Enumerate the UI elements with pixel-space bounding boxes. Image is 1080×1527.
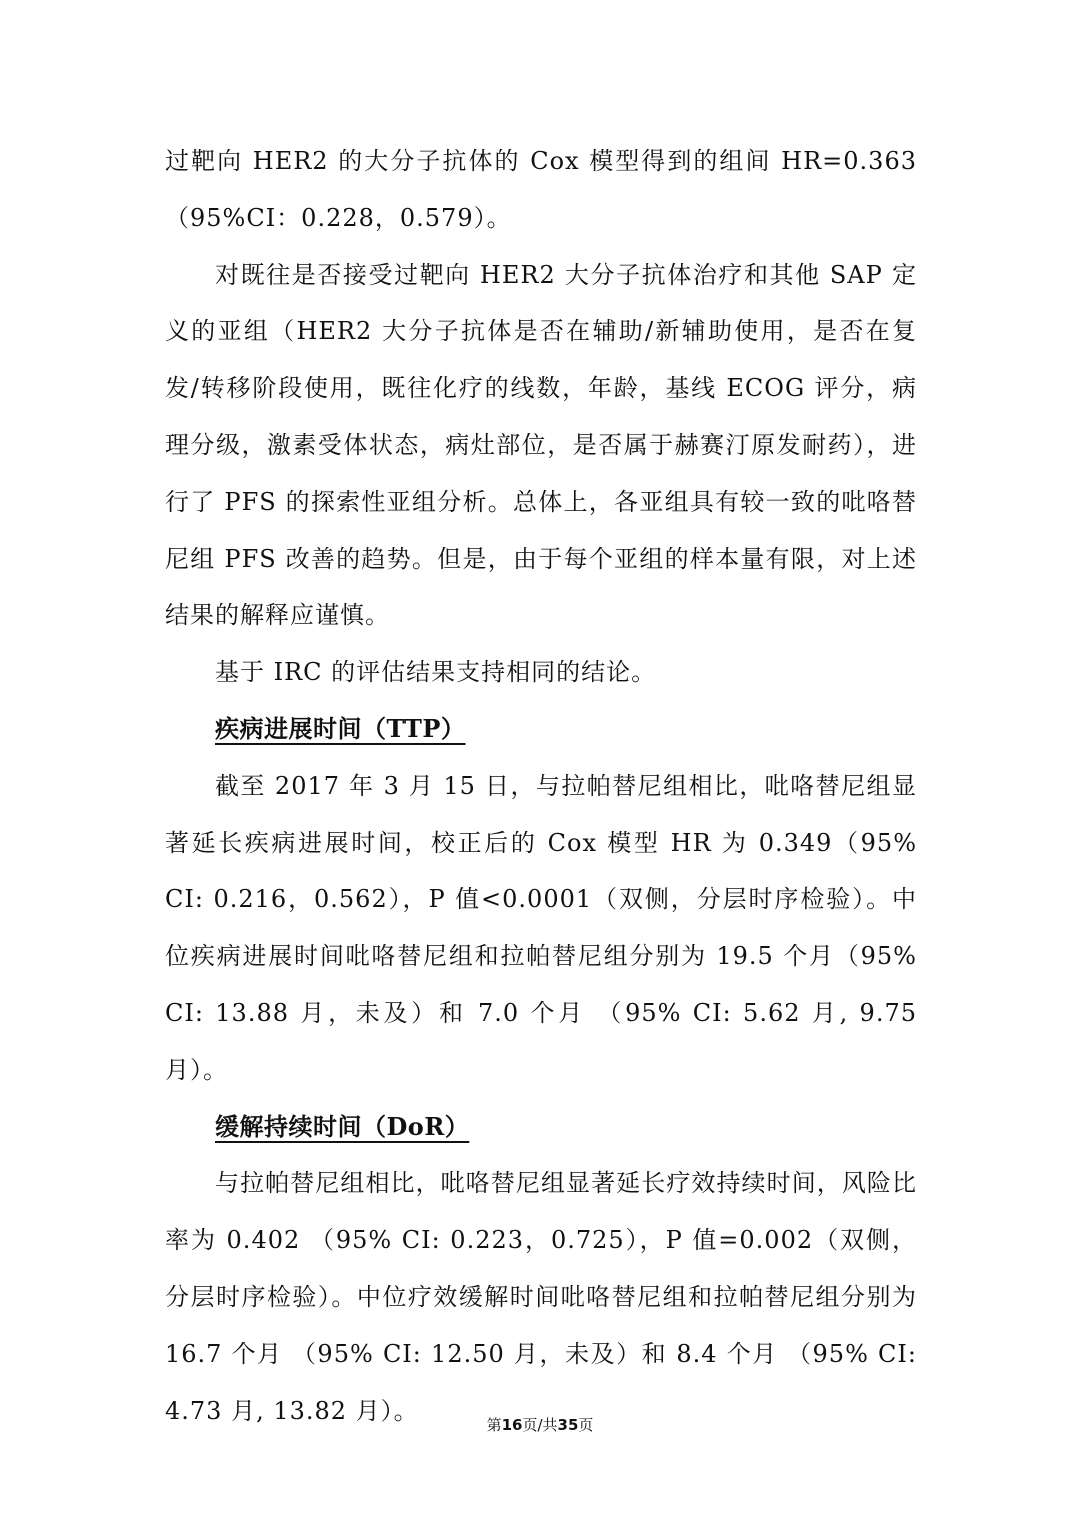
footer-total-pages: 35	[557, 1416, 579, 1434]
paragraph-dor: 与拉帕替尼组相比，吡咯替尼组显著延长疗效持续时间，风险比率为 0.402 （95% CI: 0.223，0.725），P 值=0.002（双侧，分层时序检验）。中位疗效缓解时间吡咯替尼组和拉帕替尼组分别为 16.7 个月 （95% CI: 12.50 月，未及）和 8.4 个月 （95% CI: 4.73 月, 13.82 月）。	[165, 1169, 917, 1425]
footer-middle: 页/共	[522, 1416, 558, 1434]
paragraph-subgroup-hr: 过靶向 HER2 的大分子抗体的 Cox 模型得到的组间 HR=0.363（95%CI：0.228，0.579）。	[165, 147, 917, 232]
footer-prefix: 第	[486, 1416, 502, 1434]
section-heading-ttp	[165, 701, 917, 758]
paragraph-subgroup-analysis: 对既往是否接受过靶向 HER2 大分子抗体治疗和其他 SAP 定义的亚组（HER2 大分子抗体是否在辅助/新辅助使用，是否在复发/转移阶段使用，既往化疗的线数，年龄，基线 ECOG 评分，病理分级，激素受体状态，病灶部位，是否属于赫赛汀原发耐药），进行了 PFS 的探索性亚组分析。总体上，各亚组具有较一致的吡咯替尼组 PFS 改善的趋势。但是，由于每个亚组的样本量有限，对上述结果的解释应谨慎。	[165, 260, 917, 630]
paragraph-ttp: 截至 2017 年 3 月 15 日，与拉帕替尼组相比，吡咯替尼组显著延长疾病进展时间，校正后的 Cox 模型 HR 为 0.349（95% CI: 0.216，0.562），P 值<0.0001（双侧，分层时序检验）。中位疾病进展时间吡咯替尼组和拉帕替尼组分别为 19.5 个月（95% CI: 13.88 月，未及）和 7.0 个月 （95% CI: 5.62 月, 9.75 月）。	[165, 771, 917, 1084]
document-body	[165, 133, 917, 1439]
section-heading-dor	[165, 1099, 917, 1156]
page-footer	[0, 1414, 1080, 1435]
section-heading-dor-text: 缓解持续时间（DoR）	[215, 1111, 470, 1141]
section-heading-ttp-text: 疾病进展时间（TTP）	[215, 713, 466, 743]
paragraph-irc-conclusion: 基于 IRC 的评估结果支持相同的结论。	[215, 658, 657, 687]
footer-current-page: 16	[501, 1416, 523, 1434]
footer-suffix: 页	[578, 1416, 594, 1434]
